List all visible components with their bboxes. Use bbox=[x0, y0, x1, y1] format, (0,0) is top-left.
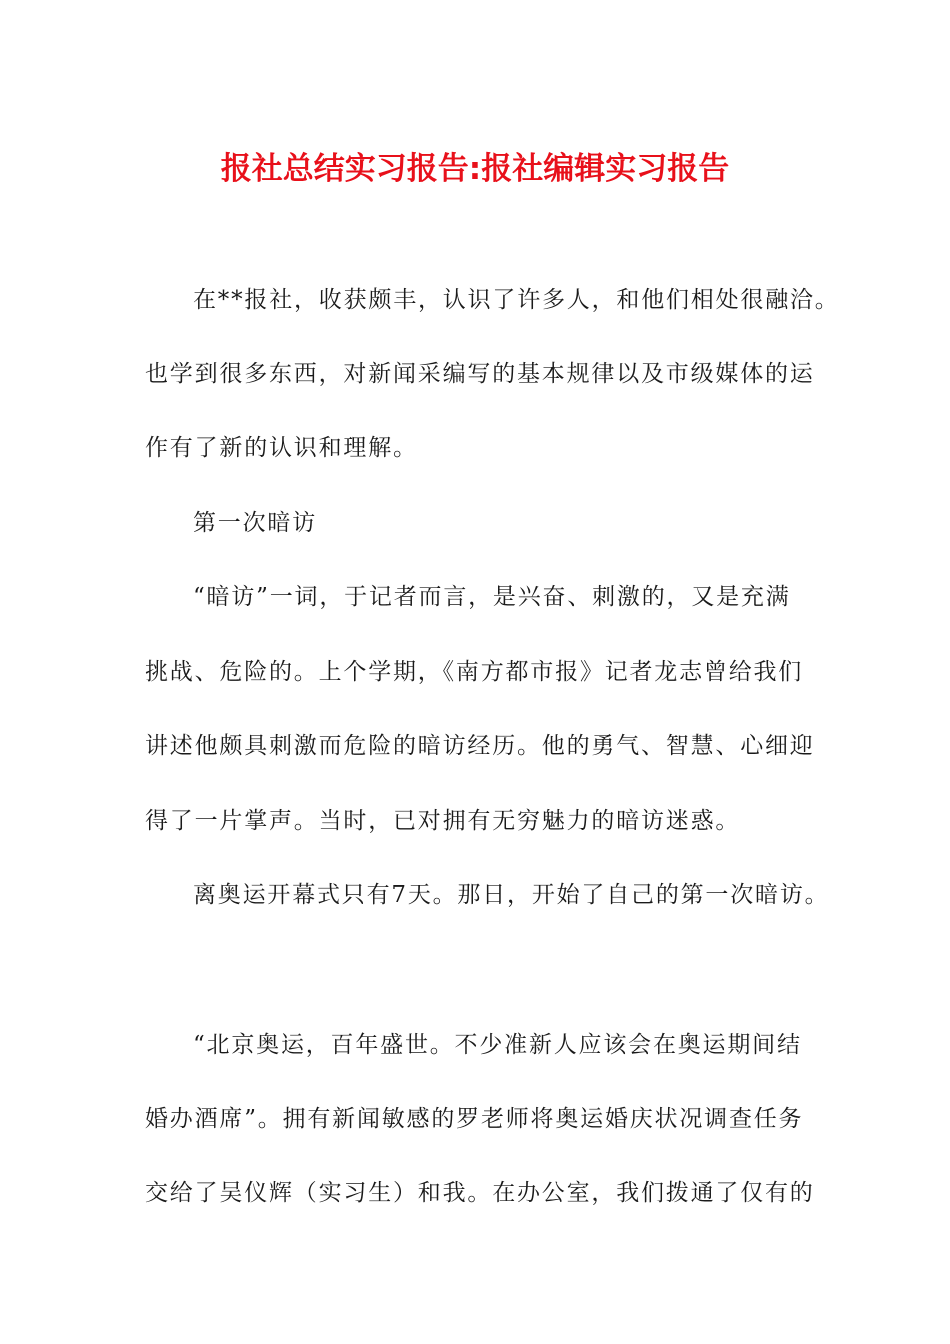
paragraph-line: 得了一片掌声。当时，已对拥有无穷魅力的暗访迷惑。 bbox=[145, 808, 741, 834]
paragraph-line: 也学到很多东西，对新闻采编写的基本规律以及市级媒体的运 bbox=[145, 361, 815, 387]
paragraph-line: 讲述他颇具刺激而危险的暗访经历。他的勇气、智慧、心细迎 bbox=[145, 733, 815, 759]
paragraph-line: 在**报社，收获颇丰，认识了许多人，和他们相处很融洽。 bbox=[193, 287, 840, 313]
section-heading: 第一次暗访 bbox=[193, 510, 317, 536]
paragraph-line: 交给了吴仪辉（实习生）和我。在办公室，我们拨通了仅有的 bbox=[145, 1180, 815, 1206]
paragraph-line: “北京奥运，百年盛世。不少准新人应该会在奥运期间结 bbox=[193, 1032, 802, 1058]
paragraph-line: 作有了新的认识和理解。 bbox=[145, 435, 418, 461]
paragraph-line: 婚办酒席”。拥有新闻敏感的罗老师将奥运婚庆状况调查任务 bbox=[145, 1106, 804, 1132]
paragraph-line: “暗访”一词，于记者而言，是兴奋、刺激的，又是充满 bbox=[193, 584, 791, 610]
paragraph-line: 挑战、危险的。上个学期，《南方都市报》记者龙志曾给我们 bbox=[145, 659, 804, 685]
document-title: 报社总结实习报告:报社编辑实习报告 bbox=[220, 151, 730, 187]
paragraph-line: 离奥运开幕式只有7天。那日，开始了自己的第一次暗访。 bbox=[193, 882, 830, 908]
